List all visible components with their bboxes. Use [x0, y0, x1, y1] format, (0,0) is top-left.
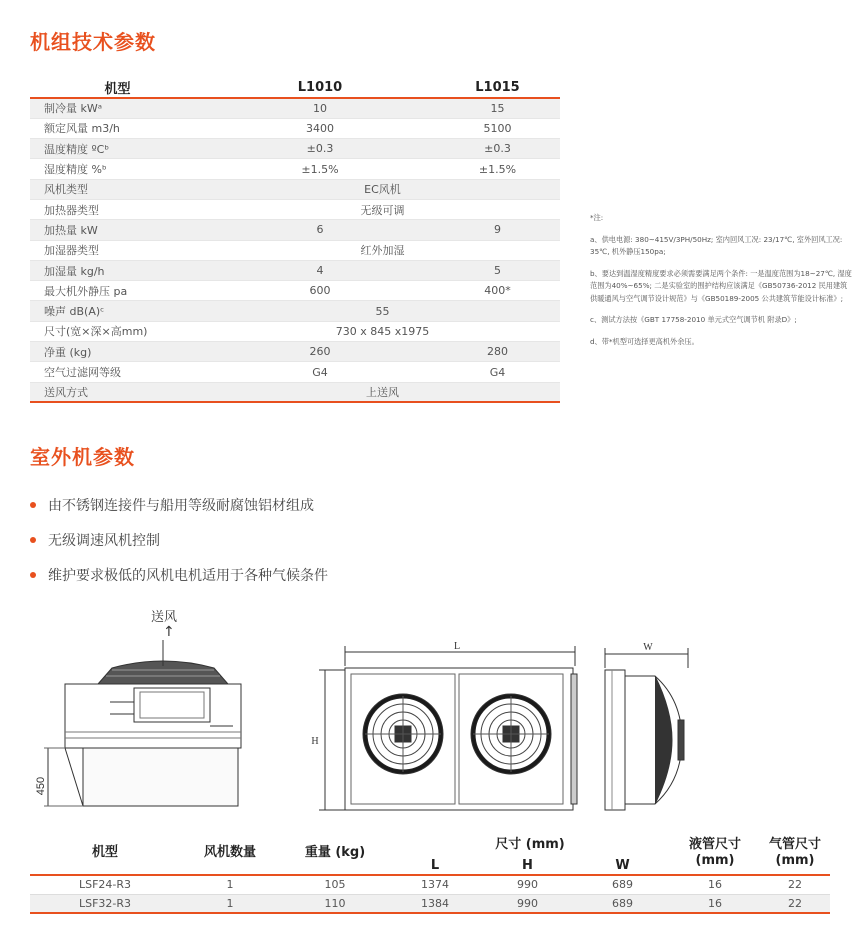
cell-L: 1374: [421, 878, 449, 892]
spec-label: 送风方式: [30, 382, 205, 402]
spec-label: 噪声 dB(A)ᶜ: [30, 301, 205, 321]
header-liquid-pipe: [670, 832, 760, 875]
spec-row: [30, 260, 560, 280]
spec-label: 湿度精度 %ᵇ: [30, 159, 205, 179]
coil-connector: [134, 688, 210, 722]
spec-row: [30, 362, 560, 382]
cell-gas: 22: [760, 894, 830, 913]
table-row: [30, 894, 830, 913]
spec-row: [30, 321, 560, 341]
spec-value-l1015: 5100: [435, 118, 560, 138]
footnotes: [590, 212, 852, 357]
feature-item: [30, 487, 328, 522]
spec-header-l1015: L1015: [435, 77, 560, 98]
header-H: H: [480, 858, 575, 875]
spec-value-merged: 55: [205, 301, 560, 321]
bullet-dot-icon: [30, 572, 36, 578]
spec-header-model: 机型: [30, 77, 205, 98]
bullet-dot-icon: [30, 502, 36, 508]
spec-value-l1015: 15: [435, 98, 560, 118]
spec-header-row: [30, 77, 560, 98]
footnote-a: a、供电电源: 380~415V/3PH/50Hz; 室内回风工况: 23/17℃, 室外回风工况: 35℃, 机外静压150pa;: [590, 234, 843, 256]
cell-W: 689: [575, 894, 670, 913]
header-W: W: [575, 858, 670, 875]
side-view-drawing: [28, 640, 258, 820]
header-gas-pipe: [760, 832, 830, 875]
spec-row: [30, 382, 560, 402]
header-gas-pipe-line1: 气管尺寸: [768, 837, 821, 852]
depth-casing: [605, 670, 625, 810]
unit-legs: [83, 748, 238, 806]
spec-row: [30, 139, 560, 159]
table-row: [30, 875, 830, 894]
dim-L-label: L: [453, 641, 461, 652]
footnote-title: *注:: [590, 213, 604, 222]
feature-item: [30, 522, 328, 557]
header-liquid-pipe-line1: 液管尺寸: [688, 837, 741, 852]
feature-text: 维护要求极低的风机电机适用于各种气候条件: [48, 567, 328, 584]
spec-row: [30, 159, 560, 179]
footnote-d: d、带*机型可选择更高机外余压。: [590, 336, 699, 346]
fan-housing-profile: [625, 676, 682, 804]
spec-value-merged: 无级可调: [205, 199, 560, 219]
cell-L: 1384: [390, 894, 480, 913]
spec-label: 最大机外静压 pa: [30, 281, 205, 301]
spec-label: 加热量 kW: [30, 220, 205, 240]
spec-row: [30, 281, 560, 301]
spec-label: 空气过滤网等级: [30, 362, 205, 382]
bullet-dot-icon: [30, 537, 36, 543]
spec-value-l1010: 10: [205, 98, 435, 118]
spec-label: 加湿器类型: [30, 240, 205, 260]
spec-value-l1010: 600: [205, 281, 435, 301]
spec-value-l1015: 9: [435, 220, 560, 240]
spec-table: [30, 77, 560, 403]
spec-value-l1010: ±0.3: [205, 139, 435, 159]
header-model: 机型: [30, 832, 180, 875]
air-supply-arrow-icon: ↑: [163, 624, 175, 640]
cell-H: 990: [517, 878, 538, 892]
feature-text: 由不锈钢连接件与船用等级耐腐蚀铝材组成: [48, 497, 314, 514]
feature-item: [30, 557, 328, 592]
spec-label: 净重 (kg): [30, 342, 205, 362]
spec-label: 额定风量 m3/h: [30, 118, 205, 138]
spec-value-l1010: G4: [205, 362, 435, 382]
spec-label: 风机类型: [30, 179, 205, 199]
dim-H-label: H: [311, 736, 319, 747]
fan-1-icon: [363, 694, 443, 774]
spec-value-l1015: 5: [435, 260, 560, 280]
feature-list: [30, 487, 328, 592]
spec-label: 加热器类型: [30, 199, 205, 219]
spec-value-merged: 红外加湿: [205, 240, 560, 260]
spec-label: 温度精度 ºCᵇ: [30, 139, 205, 159]
cell-weight: 110: [280, 894, 390, 913]
spec-label: 尺寸(宽×深×高mm): [30, 321, 205, 341]
cell-weight: 105: [324, 878, 346, 892]
spec-value-l1010: 260: [205, 342, 435, 362]
cell-fans: 1: [180, 894, 280, 913]
depth-view-drawing: [600, 640, 695, 820]
spec-value-l1015: ±1.5%: [435, 159, 560, 179]
cell-W: 689: [612, 878, 633, 892]
spec-header-l1010: L1010: [205, 77, 435, 98]
spec-value-l1015: G4: [435, 362, 560, 382]
dim-W-label: W: [643, 642, 653, 653]
cell-model: LSF32-R3: [30, 894, 180, 913]
spec-value-merged: EC风机: [205, 179, 560, 199]
spec-value-merged: 730 x 845 x1975: [205, 321, 560, 341]
spec-section-title: 机组技术参数: [30, 30, 156, 54]
cell-fans: 1: [226, 878, 234, 892]
cell-liquid: 16: [708, 878, 722, 892]
spec-value-l1015: 400*: [435, 281, 560, 301]
spec-value-merged: 上送风: [205, 382, 560, 402]
spec-value-l1010: ±1.5%: [205, 159, 435, 179]
spec-value-l1010: 3400: [205, 118, 435, 138]
cell-H: 990: [480, 894, 575, 913]
outdoor-section-title: 室外机参数: [30, 445, 135, 469]
header-gas-pipe-line2: (mm): [775, 853, 815, 868]
footnote-b: b、要达到温湿度精度要求必须需要满足两个条件: 一是温度范围为18~27℃, 湿度范围为40%~65%; 二是实验室的围护结构应该满足《GB50736-2012 民用建筑供暖通风与空气调节设计规范》与《GB50189-2005 公共建筑节能设计标准》;: [590, 268, 852, 303]
cell-liquid: 16: [670, 894, 760, 913]
spec-row: [30, 301, 560, 321]
cell-gas: 22: [788, 878, 802, 892]
spec-label: 加湿量 kg/h: [30, 260, 205, 280]
spec-label: 制冷量 kWᵃ: [30, 98, 205, 118]
spec-row: [30, 240, 560, 260]
header-L: L: [390, 858, 480, 875]
fan-2-icon: [471, 694, 551, 774]
spec-row: [30, 342, 560, 362]
front-view-drawing: [305, 640, 585, 820]
spec-row: [30, 179, 560, 199]
air-supply-label: 送风: [151, 610, 178, 625]
header-liquid-pipe-line2: (mm): [695, 853, 735, 868]
spec-value-l1015: ±0.3: [435, 139, 560, 159]
spec-row: [30, 220, 560, 240]
footnote-c: c、测试方法按《GBT 17758-2010 单元式空气调节机 附录D》;: [590, 315, 797, 324]
spec-value-l1010: 6: [205, 220, 435, 240]
spec-row: [30, 199, 560, 219]
dim-450-label: 450: [35, 776, 47, 796]
spec-value-l1010: 4: [205, 260, 435, 280]
feature-text: 无级调速风机控制: [48, 532, 160, 549]
spec-row: [30, 118, 560, 138]
outdoor-table: [30, 832, 830, 914]
spec-value-l1015: 280: [435, 342, 560, 362]
cell-model: LSF24-R3: [78, 878, 132, 892]
spec-row: [30, 98, 560, 118]
header-size: 尺寸 (mm): [495, 837, 565, 852]
header-fan-count: 风机数量: [180, 832, 280, 875]
header-weight: 重量 (kg): [280, 832, 390, 875]
